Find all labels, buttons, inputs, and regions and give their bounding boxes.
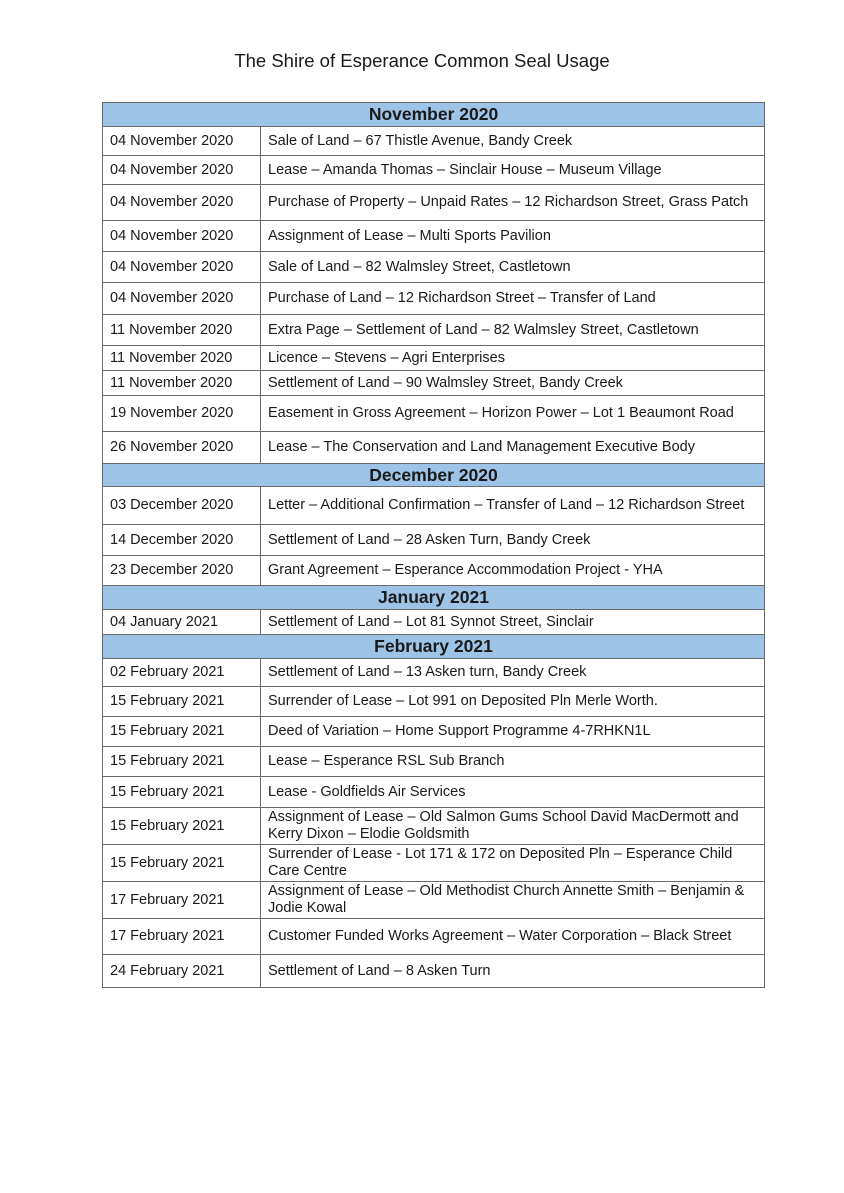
- date-cell: 14 December 2020: [103, 525, 261, 556]
- table-row: [103, 845, 765, 882]
- date-cell: 04 November 2020: [103, 221, 261, 252]
- description-cell: Grant Agreement – Esperance Accommodation Project - YHA: [261, 556, 765, 586]
- month-header: February 2021: [103, 635, 765, 659]
- table-row: [103, 610, 765, 635]
- date-cell: 15 February 2021: [103, 687, 261, 717]
- date-cell: 17 February 2021: [103, 882, 261, 919]
- month-header-row: [103, 635, 765, 659]
- date-cell: 04 November 2020: [103, 283, 261, 315]
- table-row: [103, 955, 765, 988]
- month-header: January 2021: [103, 586, 765, 610]
- date-cell: 11 November 2020: [103, 346, 261, 371]
- table-row: [103, 315, 765, 346]
- table-row: [103, 221, 765, 252]
- description-cell: Settlement of Land – 28 Asken Turn, Bandy Creek: [261, 525, 765, 556]
- seal-usage-table-body: [103, 103, 765, 988]
- description-cell: Assignment of Lease – Multi Sports Pavilion: [261, 221, 765, 252]
- date-cell: 15 February 2021: [103, 717, 261, 747]
- date-cell: 11 November 2020: [103, 371, 261, 396]
- table-row: [103, 882, 765, 919]
- date-cell: 15 February 2021: [103, 777, 261, 808]
- description-cell: Settlement of Land – Lot 81 Synnot Street, Sinclair: [261, 610, 765, 635]
- description-cell: Lease – Amanda Thomas – Sinclair House – Museum Village: [261, 156, 765, 185]
- description-cell: Deed of Variation – Home Support Programme 4-7RHKN1L: [261, 717, 765, 747]
- table-row: [103, 127, 765, 156]
- description-cell: Settlement of Land – 8 Asken Turn: [261, 955, 765, 988]
- table-row: [103, 808, 765, 845]
- description-cell: Customer Funded Works Agreement – Water Corporation – Black Street: [261, 919, 765, 955]
- table-row: [103, 556, 765, 586]
- month-header: November 2020: [103, 103, 765, 127]
- table-row: [103, 371, 765, 396]
- date-cell: 17 February 2021: [103, 919, 261, 955]
- date-cell: 15 February 2021: [103, 747, 261, 777]
- table-row: [103, 156, 765, 185]
- table-row: [103, 919, 765, 955]
- table-row: [103, 432, 765, 464]
- date-cell: 15 February 2021: [103, 808, 261, 845]
- description-cell: Assignment of Lease – Old Salmon Gums School David MacDermott and Kerry Dixon – Elodie Goldsmith: [261, 808, 765, 845]
- table-row: [103, 185, 765, 221]
- table-row: [103, 525, 765, 556]
- description-cell: Extra Page – Settlement of Land – 82 Walmsley Street, Castletown: [261, 315, 765, 346]
- table-row: [103, 487, 765, 525]
- table-row: [103, 717, 765, 747]
- month-header-row: [103, 586, 765, 610]
- description-cell: Purchase of Property – Unpaid Rates – 12 Richardson Street, Grass Patch: [261, 185, 765, 221]
- description-cell: Settlement of Land – 13 Asken turn, Bandy Creek: [261, 659, 765, 687]
- description-cell: Purchase of Land – 12 Richardson Street – Transfer of Land: [261, 283, 765, 315]
- description-cell: Letter – Additional Confirmation – Transfer of Land – 12 Richardson Street: [261, 487, 765, 525]
- date-cell: 04 November 2020: [103, 185, 261, 221]
- month-header: December 2020: [103, 464, 765, 487]
- month-header-row: [103, 103, 765, 127]
- table-row: [103, 777, 765, 808]
- date-cell: 04 November 2020: [103, 127, 261, 156]
- description-cell: Lease – Esperance RSL Sub Branch: [261, 747, 765, 777]
- description-cell: Lease – The Conservation and Land Management Executive Body: [261, 432, 765, 464]
- description-cell: Lease - Goldfields Air Services: [261, 777, 765, 808]
- description-cell: Assignment of Lease – Old Methodist Church Annette Smith – Benjamin & Jodie Kowal: [261, 882, 765, 919]
- description-cell: Sale of Land – 82 Walmsley Street, Castletown: [261, 252, 765, 283]
- date-cell: 03 December 2020: [103, 487, 261, 525]
- description-cell: Easement in Gross Agreement – Horizon Power – Lot 1 Beaumont Road: [261, 396, 765, 432]
- table-row: [103, 346, 765, 371]
- description-cell: Licence – Stevens – Agri Enterprises: [261, 346, 765, 371]
- description-cell: Settlement of Land – 90 Walmsley Street, Bandy Creek: [261, 371, 765, 396]
- seal-usage-table: [102, 102, 765, 988]
- date-cell: 04 November 2020: [103, 252, 261, 283]
- date-cell: 04 November 2020: [103, 156, 261, 185]
- date-cell: 15 February 2021: [103, 845, 261, 882]
- date-cell: 23 December 2020: [103, 556, 261, 586]
- date-cell: 19 November 2020: [103, 396, 261, 432]
- date-cell: 26 November 2020: [103, 432, 261, 464]
- table-row: [103, 659, 765, 687]
- date-cell: 04 January 2021: [103, 610, 261, 635]
- date-cell: 02 February 2021: [103, 659, 261, 687]
- description-cell: Surrender of Lease - Lot 171 & 172 on Deposited Pln – Esperance Child Care Centre: [261, 845, 765, 882]
- table-row: [103, 747, 765, 777]
- description-cell: Surrender of Lease – Lot 991 on Deposited Pln Merle Worth.: [261, 687, 765, 717]
- table-row: [103, 687, 765, 717]
- table-row: [103, 252, 765, 283]
- page-title: The Shire of Esperance Common Seal Usage: [234, 50, 610, 71]
- date-cell: 24 February 2021: [103, 955, 261, 988]
- description-cell: Sale of Land – 67 Thistle Avenue, Bandy Creek: [261, 127, 765, 156]
- table-row: [103, 396, 765, 432]
- table-row: [103, 283, 765, 315]
- date-cell: 11 November 2020: [103, 315, 261, 346]
- month-header-row: [103, 464, 765, 487]
